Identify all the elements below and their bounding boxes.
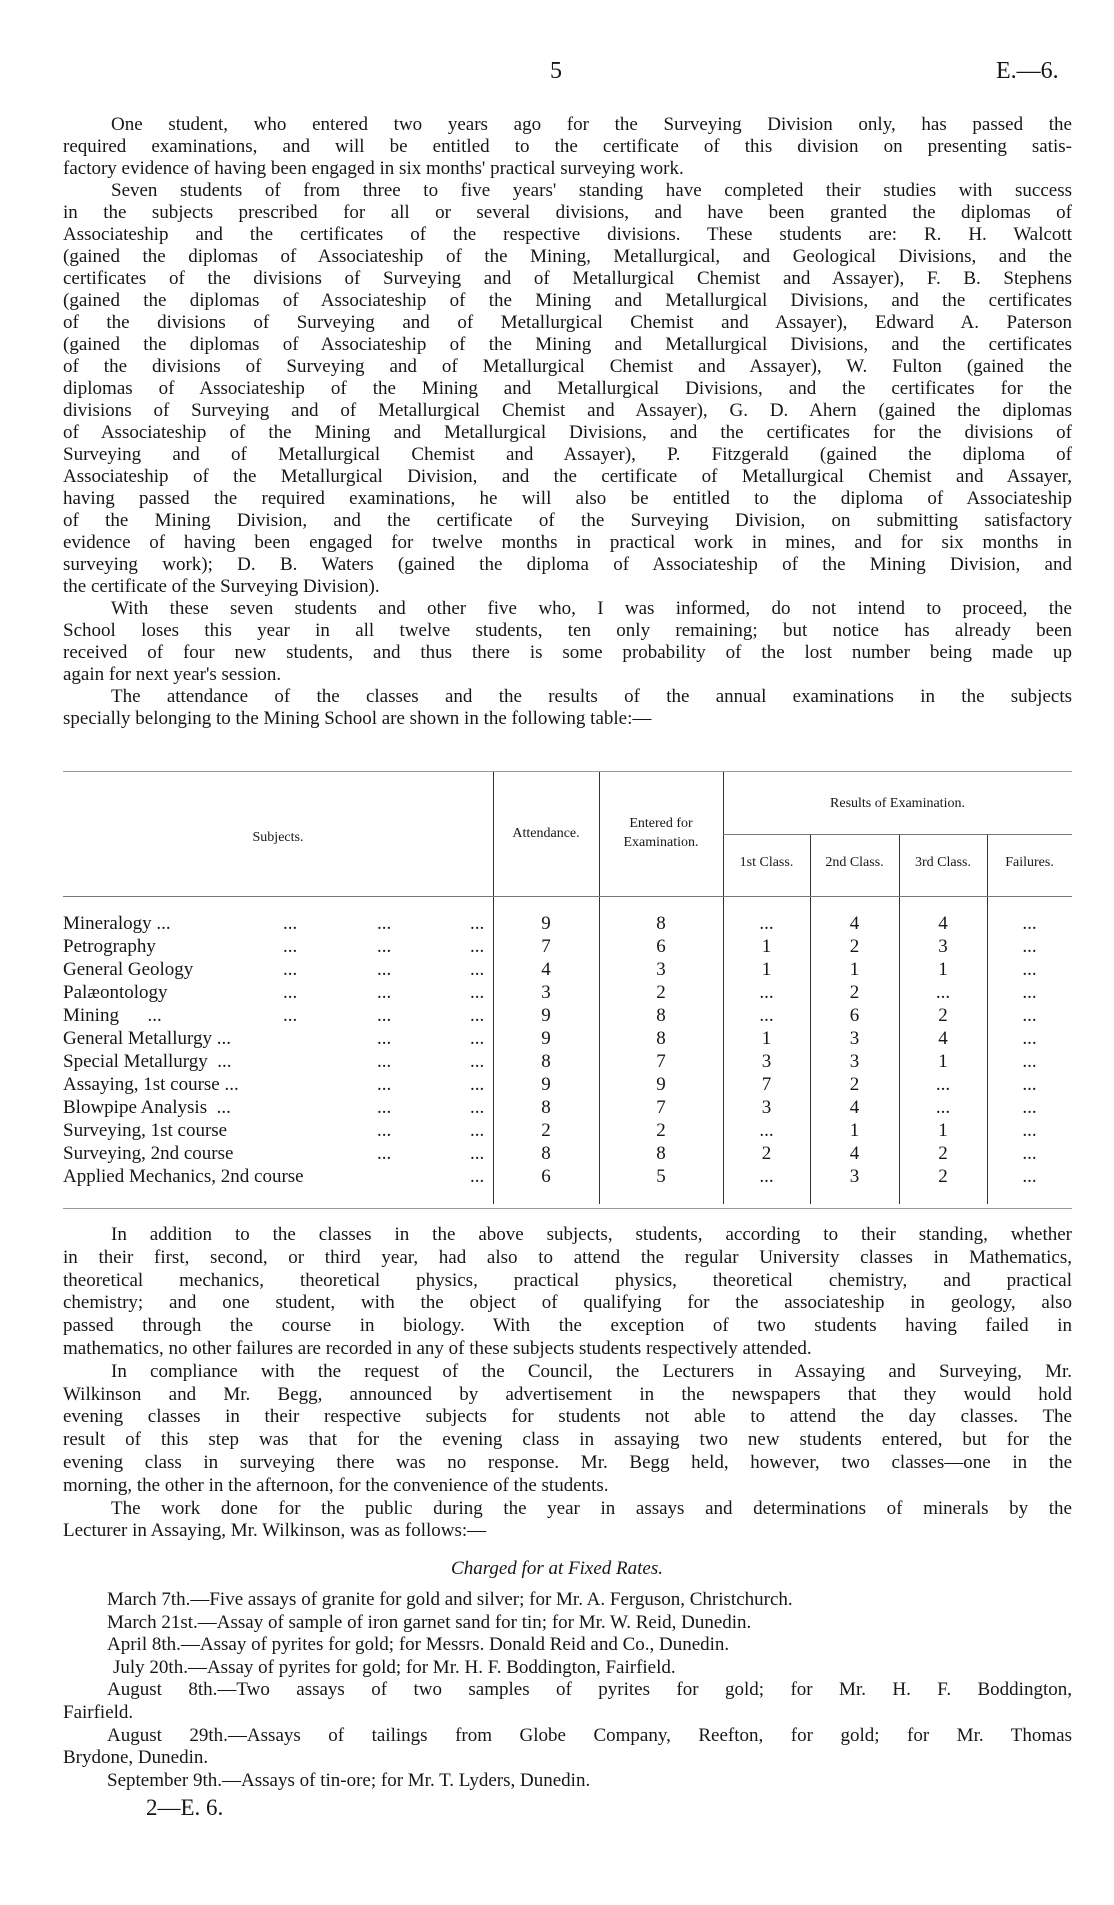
header-results: Results of Examination. xyxy=(830,796,965,811)
dot-leader: ... xyxy=(283,936,298,957)
subject-name: Blowpipe Analysis ... xyxy=(63,1097,231,1118)
dot-leader: ... xyxy=(377,936,392,957)
text-line: Seven students of from three to five years' standing have completed their studies with success xyxy=(111,180,1072,201)
header-first-class: 1st Class. xyxy=(739,855,794,870)
text-line: Associateship and the certificates of the respective divisions. These students are: R. H. Walcott xyxy=(63,224,1072,245)
cell-second: 4 xyxy=(849,1143,860,1164)
text-line: evening classes in their respective subjects for students not able to attend the day classes. The xyxy=(63,1406,1072,1428)
cell-attendance: 8 xyxy=(541,1143,551,1164)
header-rule xyxy=(63,896,1072,897)
subject-name: Palæontology xyxy=(63,982,168,1003)
text-line: mathematics, no other failures are recorded in any of these subjects students respectively attended. xyxy=(63,1337,812,1359)
header-rule xyxy=(723,834,1072,835)
cell-attendance: 9 xyxy=(541,1074,551,1095)
cell-third: 4 xyxy=(938,913,948,934)
cell-failures: ... xyxy=(1022,1143,1037,1164)
cell-entered: 5 xyxy=(656,1166,666,1187)
text-line: divisions of Surveying and of Metallurgical Chemist and Assayer), G. D. Ahern (gained the diplomas xyxy=(63,400,1072,421)
table-row xyxy=(63,1165,1072,1188)
dot-leader: ... xyxy=(377,1005,392,1026)
cell-attendance: 8 xyxy=(541,1051,551,1072)
table-row xyxy=(63,958,1072,981)
text-line: chemistry; and one student, with the object of qualifying for the associateship in geology, also xyxy=(63,1292,1072,1314)
table-row xyxy=(63,1004,1072,1027)
text-line: certificates of the divisions of Surveying and of Metallurgical Chemist and Assayer), F. B. Stephens xyxy=(63,268,1072,289)
cell-entered: 8 xyxy=(656,913,666,934)
cell-attendance: 6 xyxy=(541,1166,551,1187)
examination-results-table xyxy=(63,771,1072,1209)
paragraph xyxy=(63,114,1072,180)
subject-name: Mining ... xyxy=(63,1005,162,1026)
cell-first: ... xyxy=(759,1005,774,1026)
text-line: July 20th.—Assay of pyrites for gold; for Mr. H. F. Boddington, Fairfield. xyxy=(113,1656,676,1678)
cell-second: 2 xyxy=(849,1074,860,1095)
cell-first: ... xyxy=(759,1166,774,1187)
paragraph xyxy=(63,1634,1072,1657)
cell-first: 3 xyxy=(761,1097,772,1118)
dot-leader: ... xyxy=(377,1120,392,1141)
closing-paragraphs xyxy=(63,1224,1072,1543)
paragraph xyxy=(63,1657,1072,1680)
header-second-class: 2nd Class. xyxy=(825,855,884,870)
cell-attendance: 9 xyxy=(541,1005,551,1026)
table-row xyxy=(63,1096,1072,1119)
dot-leader: ... xyxy=(470,1166,485,1187)
table-row xyxy=(63,1027,1072,1050)
subject-name: General Geology xyxy=(63,959,194,980)
cell-second: 4 xyxy=(849,913,860,934)
paragraph xyxy=(63,1498,1072,1544)
intro-paragraphs xyxy=(63,114,1072,730)
cell-attendance: 9 xyxy=(541,1028,551,1049)
text-line: (gained the diplomas of Associateship of the Mining and Metallurgical Divisions, and the certificates xyxy=(63,334,1072,355)
table-row xyxy=(63,912,1072,935)
cell-second: 1 xyxy=(849,1120,860,1141)
cell-third: 1 xyxy=(938,959,948,980)
cell-failures: ... xyxy=(1022,982,1037,1003)
text-line: passed through the course in biology. With the exception of two students having failed in xyxy=(63,1315,1072,1337)
table-row xyxy=(63,1119,1072,1142)
text-line: having passed the required examinations, he will also be entitled to the diploma of Associateship xyxy=(63,488,1072,509)
header-entered-1: Entered for xyxy=(629,816,693,831)
text-line: Associateship of the Metallurgical Division, and the certificate of Metallurgical Chemist and Assayer, xyxy=(63,466,1072,487)
cell-third: 1 xyxy=(938,1051,948,1072)
paragraph xyxy=(63,1770,1072,1793)
paragraph xyxy=(63,1224,1072,1361)
cell-failures: ... xyxy=(1022,1028,1037,1049)
cell-first: ... xyxy=(759,982,774,1003)
dot-leader: ... xyxy=(377,913,392,934)
cell-failures: ... xyxy=(1022,1051,1037,1072)
text-line: In addition to the classes in the above subjects, students, according to their standing, whether xyxy=(111,1224,1072,1245)
text-line: March 21st.—Assay of sample of iron garnet sand for tin; for Mr. W. Reid, Dunedin. xyxy=(107,1611,752,1633)
paragraph xyxy=(63,1589,1072,1612)
text-line: Wilkinson and Mr. Begg, announced by advertisement in the newspapers that they would hold xyxy=(63,1383,1072,1405)
text-line: One student, who entered two years ago for the Surveying Division only, has passed the xyxy=(111,114,1072,135)
text-line: received of four new students, and thus there is some probability of the lost number being made up xyxy=(63,642,1072,663)
text-line: August 29th.—Assays of tailings from Globe Company, Reefton, for gold; for Mr. Thomas xyxy=(107,1724,1072,1746)
cell-failures: ... xyxy=(1022,1120,1037,1141)
cell-failures: ... xyxy=(1022,936,1037,957)
cell-entered: 8 xyxy=(656,1005,666,1026)
text-line: Lecturer in Assaying, Mr. Wilkinson, was as follows:— xyxy=(63,1520,487,1542)
dot-leader: ... xyxy=(377,1051,392,1072)
header-failures: Failures. xyxy=(1005,855,1054,870)
cell-second: 2 xyxy=(849,936,860,957)
dot-leader: ... xyxy=(377,959,392,980)
dot-leader: ... xyxy=(283,913,298,934)
text-line: The attendance of the classes and the results of the annual examinations in the subjects xyxy=(111,686,1072,707)
text-line: again for next year's session. xyxy=(63,664,282,685)
text-line: specially belonging to the Mining School are shown in the following table:— xyxy=(63,708,652,729)
dot-leader: ... xyxy=(470,936,485,957)
dot-leader: ... xyxy=(283,959,298,980)
dot-leader: ... xyxy=(283,982,298,1003)
cell-attendance: 3 xyxy=(541,982,551,1003)
cell-first: ... xyxy=(759,1120,774,1141)
text-line: in their first, second, or third year, had also to attend the regular University classes in Mathematics, xyxy=(63,1246,1072,1268)
cell-entered: 8 xyxy=(656,1028,666,1049)
cell-first: 1 xyxy=(761,936,772,957)
text-line: factory evidence of having been engaged in six months' practical surveying work. xyxy=(63,158,684,179)
text-line: evidence of having been engaged for twelve months in practical work in mines, and for six months in xyxy=(63,532,1072,553)
assay-list xyxy=(63,1589,1072,1792)
table-row xyxy=(63,1073,1072,1096)
sheet-code: 2—E. 6. xyxy=(146,1795,224,1820)
subject-name: Surveying, 2nd course xyxy=(63,1143,234,1164)
text-line: evening class in surveying there was no response. Mr. Begg held, however, two classes—one in the xyxy=(63,1451,1072,1473)
dot-leader: ... xyxy=(377,1028,392,1049)
text-line: (gained the diplomas of Associateship of the Mining, Metallurgical, and Geological Divisions, and the xyxy=(63,246,1072,267)
cell-first: 2 xyxy=(761,1143,772,1164)
header-subjects: Subjects. xyxy=(252,830,304,845)
text-line: of the divisions of Surveying and of Metallurgical Chemist and Assayer), W. Fulton (gained the xyxy=(63,356,1072,377)
text-line: of Associateship of the Mining and Metallurgical Divisions, and the certificates for the divisions of xyxy=(63,422,1072,443)
subject-name: Applied Mechanics, 2nd course xyxy=(63,1166,304,1187)
page-number: 5 xyxy=(550,58,562,84)
dot-leader: ... xyxy=(283,1005,298,1026)
text-line: morning, the other in the afternoon, for the convenience of the students. xyxy=(63,1474,609,1496)
text-line: result of this step was that for the evening class in assaying two new students entered, but for the xyxy=(63,1429,1072,1451)
dot-leader: ... xyxy=(470,1097,485,1118)
cell-third: 1 xyxy=(938,1120,948,1141)
cell-failures: ... xyxy=(1022,1097,1037,1118)
cell-third: 4 xyxy=(938,1028,948,1049)
paragraph xyxy=(63,686,1072,730)
table-row xyxy=(63,1050,1072,1073)
cell-first: 1 xyxy=(761,1028,772,1049)
table-row xyxy=(63,981,1072,1004)
text-line: In compliance with the request of the Council, the Lecturers in Assaying and Surveying, Mr. xyxy=(111,1360,1072,1382)
dot-leader: ... xyxy=(377,1097,392,1118)
subject-name: Mineralogy ... xyxy=(63,913,171,934)
cell-first: ... xyxy=(759,913,774,934)
text-line: March 7th.—Five assays of granite for gold and silver; for Mr. A. Ferguson, Christchurch. xyxy=(107,1589,793,1610)
dot-leader: ... xyxy=(377,1143,392,1164)
paragraph xyxy=(63,1361,1072,1498)
text-line: in the subjects prescribed for all or several divisions, and have been granted the diplomas of xyxy=(63,202,1072,223)
cell-entered: 7 xyxy=(656,1051,666,1072)
document-code: E.—6. xyxy=(996,58,1059,84)
cell-third: 3 xyxy=(938,936,948,957)
cell-failures: ... xyxy=(1022,959,1037,980)
paragraph xyxy=(63,1679,1072,1724)
cell-failures: ... xyxy=(1022,1074,1037,1095)
cell-second: 3 xyxy=(849,1166,860,1187)
cell-third: 2 xyxy=(938,1166,948,1187)
table-row xyxy=(63,1142,1072,1165)
header-third-class: 3rd Class. xyxy=(915,855,971,870)
dot-leader: ... xyxy=(470,913,485,934)
cell-attendance: 2 xyxy=(541,1120,551,1141)
text-line: surveying work); D. B. Waters (gained the diploma of Associateship of the Mining Division, and xyxy=(63,554,1072,575)
cell-second: 3 xyxy=(849,1051,860,1072)
cell-first: 3 xyxy=(761,1051,772,1072)
dot-leader: ... xyxy=(470,982,485,1003)
cell-entered: 8 xyxy=(656,1143,666,1164)
text-line: April 8th.—Assay of pyrites for gold; for Messrs. Donald Reid and Co., Dunedin. xyxy=(107,1634,730,1656)
dot-leader: ... xyxy=(470,1005,485,1026)
paragraph xyxy=(63,1612,1072,1635)
cell-first: 1 xyxy=(761,959,772,980)
cell-entered: 2 xyxy=(656,1120,666,1141)
text-line: (gained the diplomas of Associateship of the Mining and Metallurgical Divisions, and the certificates xyxy=(63,290,1072,311)
cell-second: 4 xyxy=(849,1097,860,1118)
cell-entered: 7 xyxy=(656,1097,666,1118)
cell-third: ... xyxy=(935,982,951,1003)
text-line: Fairfield. xyxy=(63,1701,134,1723)
text-line: theoretical mechanics, theoretical physics, practical physics, theoretical chemistry, and practical xyxy=(63,1269,1072,1291)
header-entered-2: Examination. xyxy=(623,835,699,850)
dot-leader: ... xyxy=(377,1074,392,1095)
subject-name: Petrography xyxy=(63,936,156,957)
text-line: Surveying and of Metallurgical Chemist and Assayer), P. Fitzgerald (gained the diploma of xyxy=(63,444,1072,465)
cell-third: 2 xyxy=(938,1005,948,1026)
subject-name: Assaying, 1st course ... xyxy=(63,1074,239,1095)
cell-third: 2 xyxy=(938,1143,948,1164)
fixed-rates-heading: Charged for at Fixed Rates. xyxy=(451,1558,663,1579)
dot-leader: ... xyxy=(470,1143,485,1164)
dot-leader: ... xyxy=(470,959,485,980)
text-line: August 8th.—Two assays of two samples of pyrites for gold; for Mr. H. F. Boddington, xyxy=(107,1679,1072,1701)
cell-failures: ... xyxy=(1022,1166,1037,1187)
paragraph xyxy=(63,180,1072,598)
text-line: Brydone, Dunedin. xyxy=(63,1747,209,1769)
paragraph xyxy=(63,1725,1072,1770)
cell-entered: 6 xyxy=(656,936,666,957)
dot-leader: ... xyxy=(377,982,392,1003)
text-line: diplomas of Associateship of the Mining and Metallurgical Divisions, and the certificates for the xyxy=(63,378,1072,399)
cell-attendance: 8 xyxy=(541,1097,551,1118)
cell-failures: ... xyxy=(1022,913,1037,934)
cell-entered: 3 xyxy=(656,959,666,980)
cell-entered: 2 xyxy=(656,982,666,1003)
dot-leader: ... xyxy=(470,1074,485,1095)
text-line: September 9th.—Assays of tin-ore; for Mr. T. Lyders, Dunedin. xyxy=(107,1769,591,1791)
subject-name: Special Metallurgy ... xyxy=(63,1051,232,1072)
cell-third: ... xyxy=(935,1074,951,1095)
cell-attendance: 9 xyxy=(541,913,551,934)
text-line: of the divisions of Surveying and of Metallurgical Chemist and Assayer), Edward A. Paterson xyxy=(63,312,1072,333)
text-line: With these seven students and other five who, I was informed, do not intend to proceed, the xyxy=(111,598,1072,619)
cell-failures: ... xyxy=(1022,1005,1037,1026)
text-line: School loses this year in all twelve students, ten only remaining; but notice has already been xyxy=(63,620,1072,641)
text-line: of the Mining Division, and the certificate of the Surveying Division, on submitting satisfactory xyxy=(63,510,1072,531)
dot-leader: ... xyxy=(470,1051,485,1072)
text-line: required examinations, and will be entitled to the certificate of this division on presenting satis- xyxy=(63,136,1072,157)
text-line: The work done for the public during the year in assays and determinations of minerals by the xyxy=(111,1497,1072,1519)
header-attendance: Attendance. xyxy=(512,826,580,841)
dot-leader: ... xyxy=(470,1028,485,1049)
cell-second: 2 xyxy=(849,982,860,1003)
subject-name: Surveying, 1st course xyxy=(63,1120,228,1141)
cell-second: 1 xyxy=(849,959,860,980)
cell-attendance: 7 xyxy=(541,936,551,957)
cell-entered: 9 xyxy=(656,1074,666,1095)
cell-second: 6 xyxy=(849,1005,860,1026)
cell-first: 7 xyxy=(761,1074,772,1095)
text-line: the certificate of the Surveying Division). xyxy=(63,576,380,597)
paragraph xyxy=(63,598,1072,686)
cell-attendance: 4 xyxy=(541,959,551,980)
table-row xyxy=(63,935,1072,958)
subject-name: General Metallurgy ... xyxy=(63,1028,231,1049)
dot-leader: ... xyxy=(470,1120,485,1141)
cell-second: 3 xyxy=(849,1028,860,1049)
cell-third: ... xyxy=(935,1097,951,1118)
